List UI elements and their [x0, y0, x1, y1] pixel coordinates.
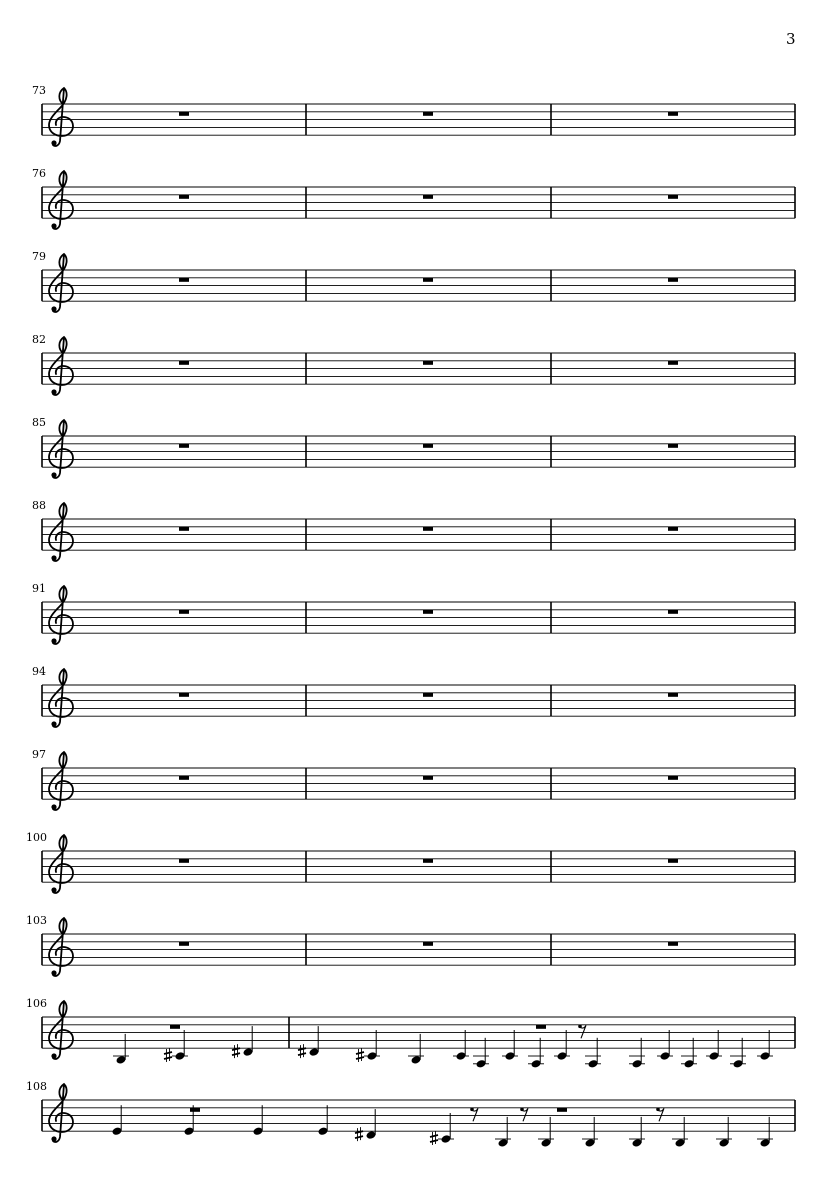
note — [582, 1117, 598, 1148]
eighth-rest-icon — [578, 1025, 586, 1039]
whole-rest-icon — [423, 112, 433, 116]
note — [716, 1117, 732, 1148]
measure-number: 108 — [26, 1080, 47, 1093]
staff-system — [0, 665, 835, 745]
staff — [0, 1007, 835, 1087]
treble-clef-icon — [49, 171, 73, 229]
staff-system — [0, 416, 835, 496]
staff-system — [0, 582, 835, 662]
whole-rest-icon — [423, 942, 433, 946]
note — [585, 1038, 601, 1069]
measure-number: 76 — [32, 167, 46, 180]
whole-rest-icon — [423, 610, 433, 614]
staff — [0, 509, 835, 589]
staff — [0, 841, 835, 921]
staff — [0, 592, 835, 672]
whole-rest-icon — [179, 942, 189, 946]
page-number: 3 — [786, 30, 796, 48]
whole-rest-icon — [668, 527, 678, 531]
clef-dot-icon — [51, 306, 56, 311]
treble-clef-icon — [49, 752, 73, 810]
treble-clef-icon — [49, 254, 73, 312]
note — [528, 1038, 544, 1069]
staff-system — [0, 333, 835, 413]
note — [473, 1038, 489, 1069]
staff-system — [0, 250, 835, 330]
measure-number: 97 — [32, 748, 46, 761]
clef-dot-icon — [51, 389, 56, 394]
treble-clef-icon — [49, 835, 73, 893]
staff-system — [0, 997, 835, 1077]
measure-number: 73 — [32, 84, 46, 97]
note — [112, 1105, 123, 1136]
measure-number: 85 — [32, 416, 46, 429]
note — [408, 1034, 424, 1065]
eighth-rest-icon — [656, 1108, 664, 1122]
eighth-rest-icon — [470, 1108, 478, 1122]
staff-system — [0, 84, 835, 164]
note — [298, 1026, 319, 1058]
clef-dot-icon — [51, 721, 56, 726]
note — [232, 1026, 253, 1058]
measure-number: 106 — [26, 997, 47, 1010]
note — [672, 1117, 688, 1148]
clef-dot-icon — [51, 1053, 56, 1058]
staff — [0, 924, 835, 1004]
note — [538, 1117, 554, 1148]
note — [253, 1105, 264, 1136]
note — [495, 1117, 511, 1148]
whole-rest-icon — [536, 1025, 546, 1029]
treble-clef-icon — [49, 1001, 73, 1059]
treble-clef-icon — [49, 337, 73, 395]
whole-rest-icon — [668, 112, 678, 116]
whole-rest-icon — [668, 195, 678, 199]
treble-clef-icon — [49, 669, 73, 727]
note — [355, 1109, 376, 1141]
note — [554, 1030, 570, 1061]
whole-rest-icon — [668, 610, 678, 614]
staff-system — [0, 914, 835, 994]
clef-dot-icon — [51, 887, 56, 892]
note — [453, 1030, 469, 1061]
clef-dot-icon — [51, 472, 56, 477]
measure-number: 79 — [32, 250, 46, 263]
clef-dot-icon — [51, 223, 56, 228]
whole-rest-icon — [190, 1108, 200, 1112]
clef-dot-icon — [51, 555, 56, 560]
whole-rest-icon — [423, 444, 433, 448]
note — [629, 1117, 645, 1148]
whole-rest-icon — [423, 859, 433, 863]
note — [318, 1105, 329, 1136]
measure-number: 100 — [26, 831, 47, 844]
clef-dot-icon — [51, 804, 56, 809]
whole-rest-icon — [668, 942, 678, 946]
note — [757, 1030, 773, 1061]
whole-rest-icon — [179, 610, 189, 614]
staff-system — [0, 499, 835, 579]
whole-rest-icon — [423, 278, 433, 282]
measure-number: 94 — [32, 665, 46, 678]
whole-rest-icon — [423, 693, 433, 697]
staff — [0, 94, 835, 174]
staff — [0, 343, 835, 423]
whole-rest-icon — [179, 361, 189, 365]
measure-number: 82 — [32, 333, 46, 346]
whole-rest-icon — [179, 527, 189, 531]
note — [356, 1030, 380, 1062]
staff — [0, 260, 835, 340]
treble-clef-icon — [49, 88, 73, 146]
whole-rest-icon — [423, 195, 433, 199]
whole-rest-icon — [179, 195, 189, 199]
note — [757, 1117, 773, 1148]
note — [164, 1030, 188, 1062]
whole-rest-icon — [668, 776, 678, 780]
clef-dot-icon — [51, 1136, 56, 1141]
whole-rest-icon — [179, 112, 189, 116]
whole-rest-icon — [423, 527, 433, 531]
clef-dot-icon — [51, 140, 56, 145]
treble-clef-icon — [49, 503, 73, 561]
staff-system — [0, 167, 835, 247]
measure-number: 91 — [32, 582, 46, 595]
staff — [0, 1090, 835, 1170]
whole-rest-icon — [668, 859, 678, 863]
staff — [0, 426, 835, 506]
whole-rest-icon — [668, 444, 678, 448]
treble-clef-icon — [49, 1084, 73, 1142]
note — [730, 1038, 746, 1069]
whole-rest-icon — [179, 444, 189, 448]
staff-system — [0, 1080, 835, 1160]
note — [430, 1113, 454, 1145]
note — [502, 1030, 518, 1061]
staff-system — [0, 748, 835, 828]
whole-rest-icon — [179, 693, 189, 697]
clef-dot-icon — [51, 970, 56, 975]
staff-system — [0, 831, 835, 911]
note — [657, 1030, 673, 1061]
measure-number: 103 — [26, 914, 47, 927]
treble-clef-icon — [49, 586, 73, 644]
measure-number: 88 — [32, 499, 46, 512]
staff — [0, 675, 835, 755]
whole-rest-icon — [423, 361, 433, 365]
treble-clef-icon — [49, 420, 73, 478]
whole-rest-icon — [423, 776, 433, 780]
whole-rest-icon — [170, 1025, 180, 1029]
whole-rest-icon — [668, 693, 678, 697]
clef-dot-icon — [51, 638, 56, 643]
eighth-rest-icon — [520, 1108, 528, 1122]
note — [113, 1034, 129, 1065]
note — [681, 1038, 697, 1069]
whole-rest-icon — [179, 859, 189, 863]
staff — [0, 177, 835, 257]
note — [629, 1038, 645, 1069]
whole-rest-icon — [668, 278, 678, 282]
treble-clef-icon — [49, 918, 73, 976]
whole-rest-icon — [179, 776, 189, 780]
staff — [0, 758, 835, 838]
note — [706, 1030, 722, 1061]
whole-rest-icon — [557, 1108, 567, 1112]
whole-rest-icon — [179, 278, 189, 282]
whole-rest-icon — [668, 361, 678, 365]
